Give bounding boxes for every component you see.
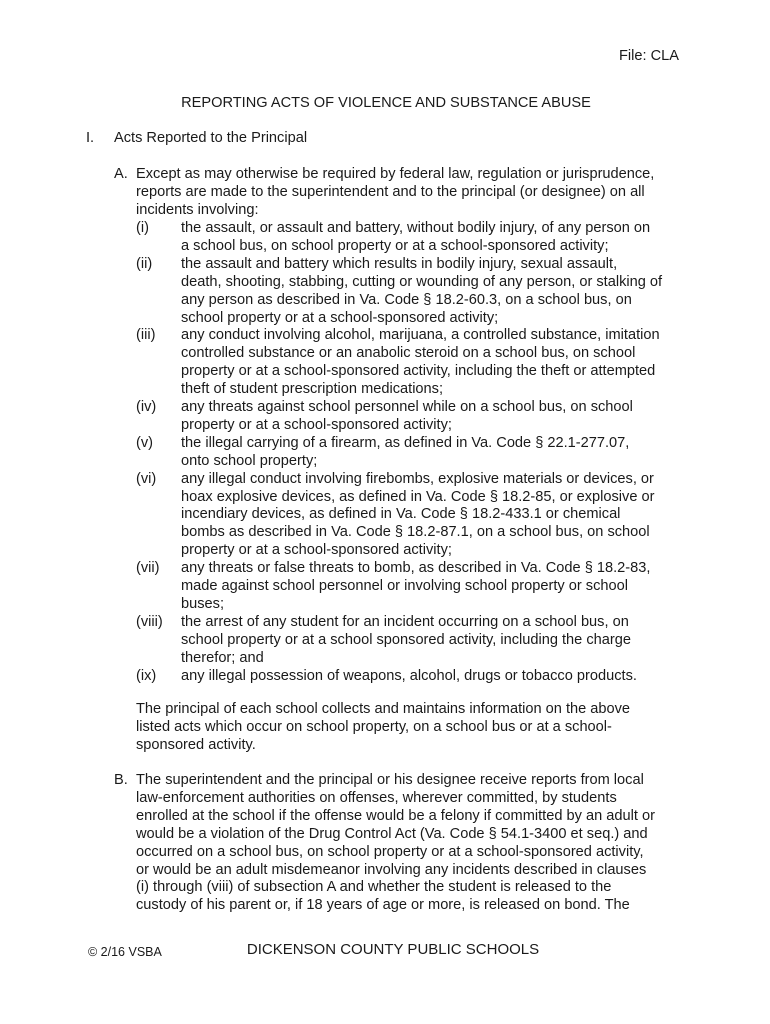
item-line: the illegal carrying of a firearm, as defined in Va. Code § 22.1-277.07, — [181, 434, 630, 451]
item-line: any illegal possession of weapons, alcohol, drugs or tobacco products. — [181, 667, 637, 684]
intro-line: Except as may otherwise be required by federal law, regulation or jurisprudence, — [136, 166, 655, 182]
item-line: controlled substance or an anabolic steroid on a school bus, on school — [181, 345, 636, 362]
subsection-a-closing — [136, 701, 630, 755]
item-text — [181, 256, 686, 328]
item-line: school property or at a school-sponsored activity; — [181, 309, 499, 326]
item-number: (iv) — [136, 399, 157, 415]
item-line: property or at a school-sponsored activity, including the theft or attempted — [181, 363, 656, 380]
closing-line: listed acts which occur on school property, on a school bus or at a school- — [136, 718, 612, 735]
item-number: (iii) — [136, 327, 156, 344]
item-text — [181, 435, 686, 471]
body-line: law-enforcement authorities on offenses, wherever committed, by students — [136, 789, 617, 806]
item-text — [181, 399, 686, 435]
item-text — [181, 614, 686, 668]
item-line: property or at a school-sponsored activity; — [181, 542, 452, 559]
file-label: File: CLA — [618, 48, 679, 64]
incident-item — [136, 668, 686, 686]
subsection-a-intro — [136, 166, 654, 220]
item-line: school property or at a school sponsored activity, including the charge — [181, 631, 631, 648]
subsection-a-letter: A. — [114, 166, 128, 182]
incident-item — [136, 256, 686, 328]
body-line: enrolled at the school if the offense would be a felony if committed by an adult or — [136, 807, 655, 824]
item-line: the arrest of any student for an incident occurring on a school bus, on — [181, 613, 629, 630]
body-line: would be a violation of the Drug Control Act (Va. Code § 54.1-3400 et seq.) and — [136, 825, 648, 842]
item-line: a school bus, on school property or at a school-sponsored activity; — [181, 237, 609, 254]
subsection-b-body — [136, 772, 655, 915]
item-line: any conduct involving alcohol, marijuana, a controlled substance, imitation — [181, 327, 660, 344]
item-text — [181, 471, 686, 561]
item-line: onto school property; — [181, 452, 318, 469]
incident-item — [136, 399, 686, 435]
item-line: made against school personnel or involving school property or school — [181, 578, 628, 594]
item-line: the assault and battery which results in bodily injury, sexual assault, — [181, 255, 618, 272]
page-title: REPORTING ACTS OF VIOLENCE AND SUBSTANCE ABUSE — [181, 95, 591, 111]
item-line: any threats against school personnel while on a school bus, on school — [181, 399, 633, 415]
item-line: property or at a school-sponsored activity; — [181, 416, 452, 433]
incident-item — [136, 614, 686, 668]
section-heading: Acts Reported to the Principal — [114, 130, 308, 146]
item-line: incendiary devices, as defined in Va. Code § 18.2-433.1 or chemical — [181, 506, 621, 523]
item-text — [181, 327, 686, 399]
item-line: theft of student prescription medications; — [181, 381, 444, 398]
section-number: I. — [86, 130, 95, 146]
item-text — [181, 668, 686, 686]
item-line: bombs as described in Va. Code § 18.2-87.1, on a school bus, on school — [181, 524, 650, 541]
item-line: any person as described in Va. Code § 18.2-60.3, on a school bus, on — [181, 291, 632, 308]
item-number: (v) — [136, 434, 154, 451]
item-number: (ix) — [136, 667, 157, 684]
incident-item — [136, 327, 686, 399]
body-line: occurred on a school bus, on school property or at a school-sponsored activity, — [136, 843, 644, 860]
item-line: buses; — [181, 595, 224, 612]
incident-item — [136, 471, 686, 561]
item-number: (vii) — [136, 560, 160, 577]
item-line: any illegal conduct involving firebombs, explosive materials or devices, or — [181, 470, 654, 487]
item-number: (vi) — [136, 470, 157, 487]
item-line: any threats or false threats to bomb, as described in Va. Code § 18.2-83, — [181, 560, 651, 577]
district-name: DICKENSON COUNTY PUBLIC SCHOOLS — [246, 941, 540, 958]
incident-item — [136, 220, 686, 256]
intro-line: incidents involving: — [136, 201, 259, 218]
incident-item — [136, 560, 686, 614]
item-number: (i) — [136, 220, 149, 236]
item-text — [181, 220, 686, 256]
body-line: or would be an adult misdemeanor involving any incidents described in clauses — [136, 861, 647, 878]
body-line: (i) through (viii) of subsection A and whether the student is released to the — [136, 879, 612, 896]
body-line: custody of his parent or, if 18 years of age or more, is released on bond. The — [136, 897, 630, 914]
subsection-b-letter: B. — [114, 772, 128, 788]
item-number: (viii) — [136, 613, 163, 630]
closing-line: The principal of each school collects and maintains information on the above — [136, 701, 631, 717]
item-number: (ii) — [136, 255, 153, 272]
item-line: death, shooting, stabbing, cutting or wounding of any person, or stalking of — [181, 273, 663, 290]
item-text — [181, 560, 686, 614]
closing-line: sponsored activity. — [136, 736, 256, 753]
item-line: hoax explosive devices, as defined in Va. Code § 18.2-85, or explosive or — [181, 488, 655, 505]
copyright-notice: © 2/16 VSBA — [88, 945, 162, 959]
body-line: The superintendent and the principal or his designee receive reports from local — [136, 772, 644, 788]
incident-item — [136, 435, 686, 471]
intro-line: reports are made to the superintendent and to the principal (or designee) on all — [136, 183, 645, 200]
item-line: the assault, or assault and battery, without bodily injury, of any person on — [181, 220, 651, 236]
item-line: therefor; and — [181, 649, 264, 666]
